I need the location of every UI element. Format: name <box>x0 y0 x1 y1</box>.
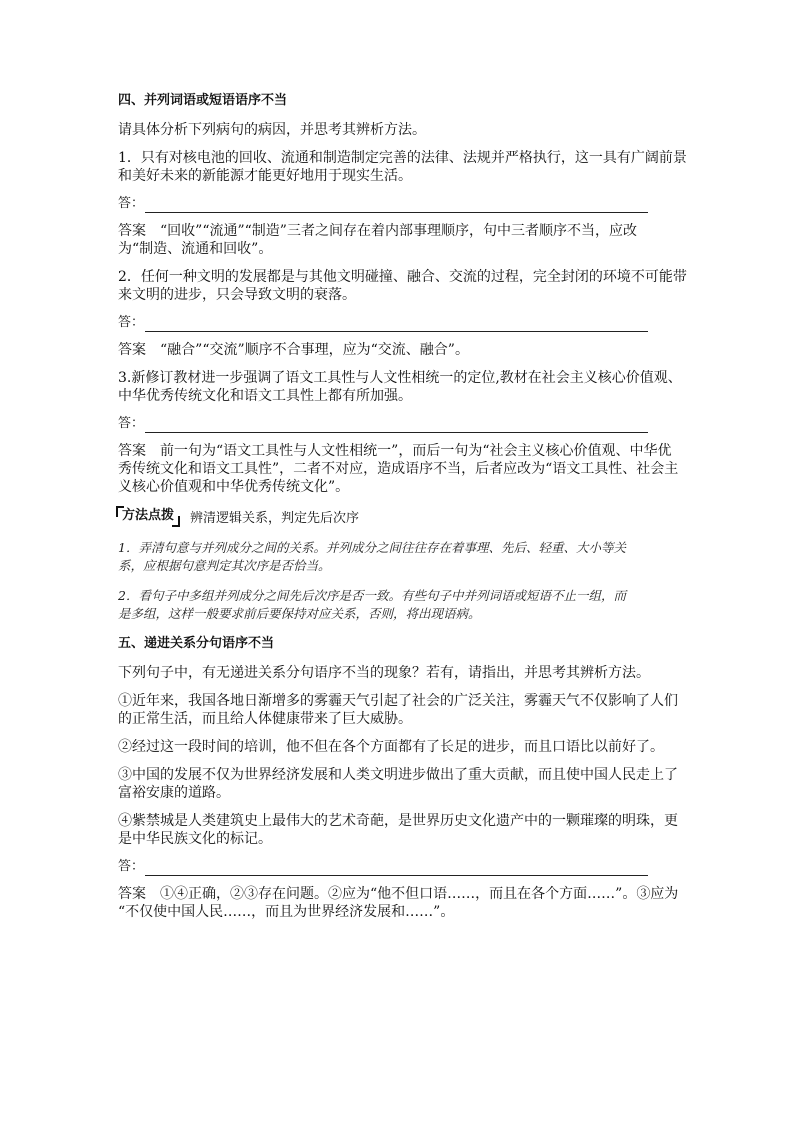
question-3-line: 3.新修订教材进一步强调了语文工具性与人文性相统一的定位,教材在社会主义核心价值观、 <box>118 370 682 386</box>
method-point-line: 1．弄清句意与并列成分之间的关系。并列成分之间往往存在着事理、先后、轻重、大小等关 <box>118 540 626 555</box>
answer-1-blank[interactable] <box>118 195 678 213</box>
question-1-line: 和美好未来的新能源才能更好地用于现实生活。 <box>118 168 412 184</box>
sentence-3-line: ③中国的发展不仅为世界经济发展和人类文明进步做出了重大贡献，而且使中国人民走上了 <box>118 767 678 783</box>
answer-1-line: 答案 “回收”“流通”“制造”三者之间存在着内部事理顺序，句中三者顺序不当，应改 <box>118 223 637 239</box>
answer-1-line: 为“制造、流通和回收”。 <box>118 241 273 257</box>
answer-label: 答： <box>118 416 145 431</box>
method-tip-title: 辨清逻辑关系，判定先后次序 <box>190 511 360 526</box>
answer-rule <box>145 862 648 876</box>
question-2-line: 来文明的进步，只会导致文明的衰落。 <box>118 287 356 303</box>
answer-2-blank[interactable] <box>118 314 678 332</box>
answer-2-line: 答案 “融合”“交流”顺序不合事理，应为“交流、融合”。 <box>118 342 469 358</box>
method-point-line: 系，应根据句意判定其次序是否恰当。 <box>118 558 331 573</box>
answer-1 <box>118 222 678 258</box>
answer-3-line: 秀传统文化和语文工具性”，二者不对应，造成语序不当，后者应改为“语文工具性、社会主 <box>118 461 679 477</box>
question-3-line: 中华优秀传统文化和语文工具性上都有所加强。 <box>118 388 412 404</box>
sentence-4-line: ④紫禁城是人类建筑史上最伟大的艺术奇葩，是世界历史文化遗产中的一颗璀璨的明珠，更 <box>118 813 678 829</box>
sentence-2-line: ②经过这一段时间的培训，他不但在各个方面都有了长足的进步，而且口语比以前好了。 <box>118 739 664 755</box>
method-point-line: 是多组，这样一般要求前后要保持对应关系，否则，将出现语病。 <box>118 606 481 621</box>
document-content <box>118 92 687 931</box>
question-2 <box>118 268 687 304</box>
sentence-1-line: ①近年来，我国各地日渐增多的雾霾天气引起了社会的广泛关注，雾霾天气不仅影响了人们 <box>118 693 678 709</box>
section-5-title: 五、递进关系分句语序不当 <box>118 636 275 651</box>
answer-label: 答： <box>118 859 145 874</box>
section-5-instruction: 下列句子中，有无递进关系分句语序不当的现象？若有，请指出，并思考其辨析方法。 <box>118 665 650 681</box>
answer-5 <box>118 885 678 921</box>
section-4-instruction: 请具体分析下列病句的病因，并思考其辨析方法。 <box>118 122 426 138</box>
method-tip-badge: 方法点拨 <box>116 506 180 527</box>
answer-label: 答： <box>118 196 145 211</box>
answer-3-blank[interactable] <box>118 415 678 433</box>
answer-rule <box>145 318 648 332</box>
sentence-4-line: 是中华民族文化的标记。 <box>118 831 272 847</box>
answer-rule <box>145 419 648 433</box>
sentence-3 <box>118 766 678 802</box>
question-1-line: 1．只有对核电池的回收、流通和制造制定完善的法律、法规并严格执行，这一具有广阔前景 <box>118 150 687 166</box>
method-point-line: 2．看句子中多组并列成分之间先后次序是否一致。有些句子中并列词语或短语不止一组，而 <box>118 588 626 603</box>
sentence-1-line: 的正常生活，而且给人体健康带来了巨大威胁。 <box>118 711 412 727</box>
sentence-3-line: 富裕安康的道路。 <box>118 785 230 801</box>
answer-2 <box>118 341 678 359</box>
answer-label: 答： <box>118 315 145 330</box>
answer-5-line: “不仅使中国人民……，而且为世界经济发展和……”。 <box>118 904 455 920</box>
sentence-2 <box>118 738 678 756</box>
sentence-1 <box>118 692 678 728</box>
question-2-line: 2．任何一种文明的发展都是与其他文明碰撞、融合、交流的过程，完全封闭的环境不可能带 <box>118 269 687 285</box>
method-point-1 <box>118 539 678 575</box>
answer-3-line: 义核心价值观和中华优秀传统文化”。 <box>118 479 350 495</box>
question-3 <box>118 369 682 405</box>
answer-3-line: 答案 前一句为“语文工具性与人文性相统一”，而后一句为“社会主义核心价值观、中华优 <box>118 443 672 459</box>
answer-3 <box>118 442 678 496</box>
answer-rule <box>145 199 648 213</box>
section-4-title: 四、并列词语或短语语序不当 <box>118 93 288 108</box>
method-point-2 <box>118 587 678 623</box>
answer-5-line: 答案 ①④正确，②③存在问题。②应为“他不但口语……，而且在各个方面……”。③应为 <box>118 886 679 902</box>
question-1 <box>118 149 687 185</box>
method-tip-header <box>116 506 678 527</box>
answer-5-blank[interactable] <box>118 858 678 876</box>
sentence-4 <box>118 812 678 848</box>
